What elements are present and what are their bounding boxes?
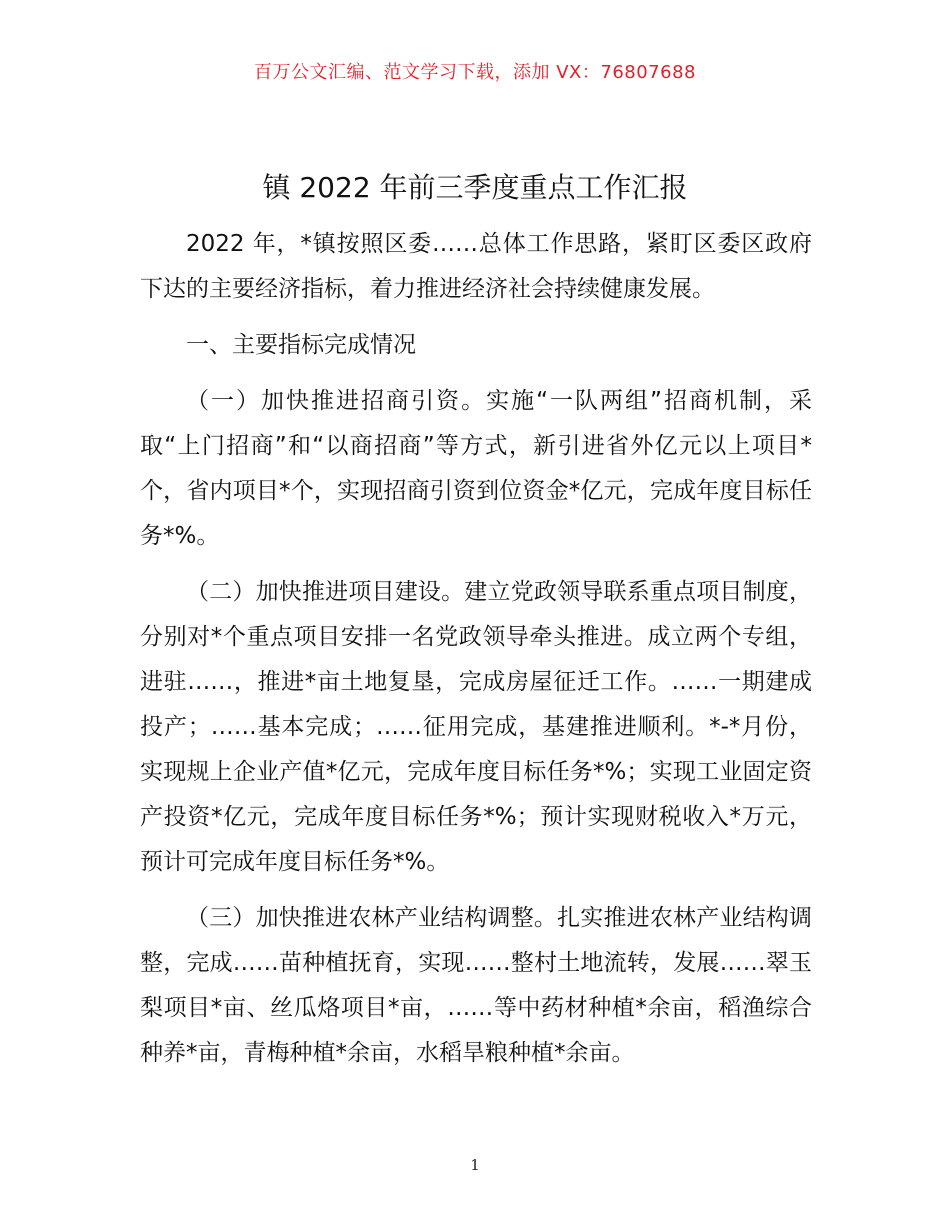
document-title: 镇 2022 年前三季度重点工作汇报: [262, 171, 688, 204]
paragraph-projects: （二）加快推进项目建设。建立党政领导联系重点项目制度，分别对*个重点项目安排一名党政领导牵头推进。成立两个专组，进驻……，推进*亩土地复垦，完成房屋征迁工作。……一期建成投产；……基本完成；……征用完成，基建推进顺利。*-*月份，实现规上企业产值*亿元，完成年度目标任务*%；实现工业固定资产投资*亿元，完成年度目标任务*%；预计实现财税收入*万元，预计可完成年度目标任务*%。: [140, 579, 812, 875]
paragraph-agriculture: （三）加快推进农林产业结构调整。扎实推进农林产业结构调整，完成……苗种植抚育，实现……整村土地流转，发展……翠玉梨项目*亩、丝瓜烙项目*亩，……等中药材种植*余亩，稻渔综合种养*亩，青梅种植*余亩，水稻旱粮种植*余亩。: [140, 905, 813, 1066]
intro-paragraph: 2022 年，*镇按照区委……总体工作思路，紧盯区委区政府下达的主要经济指标，着力推进经济社会持续健康发展。: [140, 231, 812, 302]
paragraph-investment: （一）加快推进招商引资。实施“一队两组”招商机制，采取“上门招商”和“以商招商”等方式，新引进省外亿元以上项目*个，省内项目*个，实现招商引资到位资金*亿元，完成年度目标任务*%。: [140, 388, 812, 549]
document-body: [140, 222, 812, 1076]
section-heading: 一、主要指标完成情况: [186, 332, 416, 358]
header-banner: 百万公文汇编、范文学习下载，添加 VX：76807688: [254, 62, 696, 83]
page-number: 1: [470, 1156, 480, 1174]
